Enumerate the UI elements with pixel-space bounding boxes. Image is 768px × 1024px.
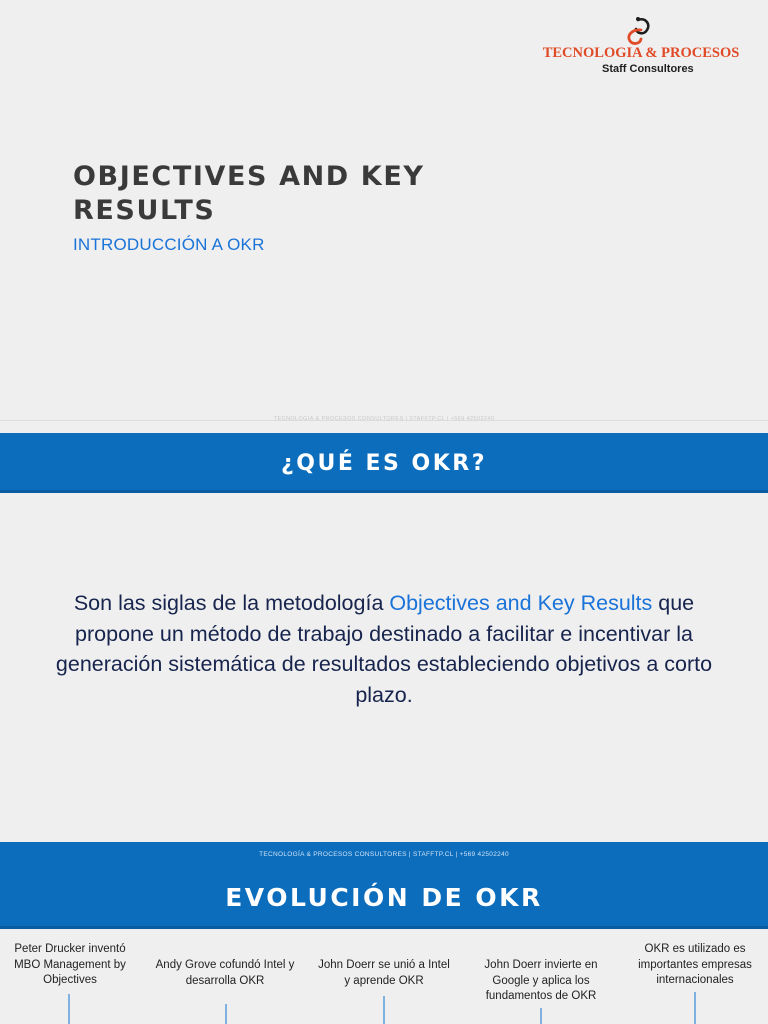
timeline-tick [694, 992, 696, 1024]
logo-name: TECNOLOGIA & PROCESOS [542, 45, 740, 61]
definition-end: que propone un método de trabajo destinado a facilitar e incentivar la generación sistemática de resultados estableciendo objetivos a corto plazo. [55, 591, 713, 707]
slide-footer: TECNOLOGÍA & PROCESOS CONSULTORES | STAFFTP.CL | +569 42502240 [273, 416, 495, 422]
definition-start: Son las siglas de la metodología [73, 591, 390, 615]
timeline-item-doerr-google: John Doerr invierte en Google y aplica los fundamentos de OKR [484, 959, 598, 1002]
slide-footer-strip: TECNOLOGÍA & PROCESOS CONSULTORES | STAFFTP.CL | +569 42502240 [0, 842, 768, 866]
company-logo [536, 12, 746, 76]
section-heading-band: EVOLUCIÓN DE OKR [0, 866, 768, 929]
slide-okr-evolution [0, 842, 768, 1024]
timeline-item-doerr-intel: John Doerr se unió a Intel y aprende OKR [318, 959, 450, 987]
definition-highlight: Objectives and Key Results [389, 591, 653, 615]
timeline-tick [383, 996, 385, 1024]
logo-mark-icon [621, 16, 655, 48]
timeline-tick [225, 1004, 227, 1024]
timeline-tick [540, 1008, 542, 1024]
slide-title [0, 0, 768, 430]
slide-what-is-okr [0, 430, 768, 842]
definition-paragraph [40, 588, 728, 710]
timeline-item-drucker: Peter Drucker inventó MBO Management by Objectives [14, 943, 126, 986]
timeline-tick [68, 994, 70, 1024]
timeline-item-international: OKR es utilizado es importantes empresas internacionales [638, 943, 752, 986]
page-title: OBJECTIVES AND KEY RESULTS [73, 161, 425, 226]
logo-tagline: Staff Consultores [602, 63, 694, 75]
evolution-timeline [0, 938, 768, 1024]
section-heading-band: ¿QUÉ ES OKR? [0, 433, 768, 493]
timeline-item-grove: Andy Grove cofundó Intel y desarrolla OKR [155, 959, 295, 987]
page-subtitle: INTRODUCCIÓN A OKR [73, 235, 265, 254]
